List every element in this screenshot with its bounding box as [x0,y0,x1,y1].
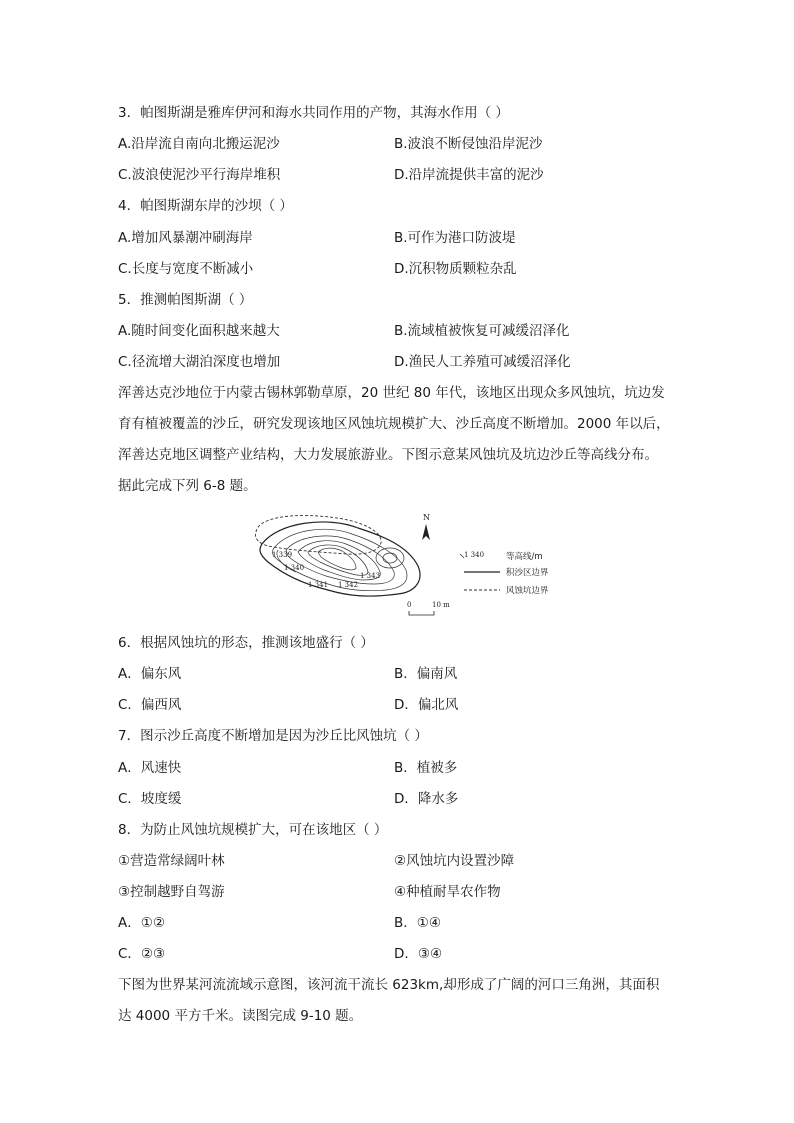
scale-zero: 0 [407,601,412,609]
q3-stem: 3．帕图斯湖是雅库伊河和海水共同作用的产物，其海水作用（ ） [118,105,509,121]
q5-option-c: C.径流增大湖泊深度也增加 [118,354,281,370]
q8-option-c: C．②③ [118,946,166,962]
q7-option-d: D．降水多 [394,791,459,807]
q8-option-d: D．③④ [394,946,443,962]
contour-label: 1 340 [284,564,305,572]
passage-line: 下图为世界某河流流域示意图，该河流干流长 623km,却形成了广阔的河口三角洲，其面积 [118,977,660,993]
q3-option-b: B.波浪不断侵蚀沿岸泥沙 [394,136,543,152]
legend-contour: 等高线/m [506,552,543,562]
q5-stem: 5．推测帕图斯湖（ ） [118,292,253,308]
legend-contour-value: 1 340 [464,551,485,559]
passage-9-10 [118,970,684,1032]
legend-pit: 风蚀坑边界 [506,586,549,596]
passage-line: 浑善达克地区调整产业结构，大力发展旅游业。下图示意某风蚀坑及坑边沙丘等高线分布。 [118,447,658,463]
q8-option-a: A．①② [118,915,165,931]
contour-label: 1 339 [272,551,293,559]
q6-option-c: C．偏西风 [118,697,182,713]
passage-line: 浑善达克沙地位于内蒙古锡林郭勒草原，20 世纪 80 年代，该地区出现众多风蚀坑，坑边发 [118,385,665,401]
contour-label: 1 343 [360,572,381,580]
contour-label: 1 342 [338,581,359,589]
q8-choice-4: ④种植耐旱农作物 [394,884,501,900]
q4-option-a: A.增加风暴潮冲刷海岸 [118,230,253,246]
q8-choice-3: ③控制越野自驾游 [118,884,225,900]
q7-stem: 7．图示沙丘高度不断增加是因为沙丘比风蚀坑（ ） [118,728,428,744]
q4-option-b: B.可作为港口防波堤 [394,230,516,246]
passage-line: 育有植被覆盖的沙丘，研究发现该地区风蚀坑规模扩大、沙丘高度不断增加。2000 年以后， [118,416,670,432]
q3-option-c: C.波浪使泥沙平行海岸堆积 [118,167,281,183]
q7-option-a: A．风速快 [118,760,182,776]
q4-stem: 4．帕图斯湖东岸的沙坝（ ） [118,198,293,214]
contour-label: 1 341 [308,581,329,589]
passage-line: 达 4000 平方千米。读图完成 9-10 题。 [118,1008,363,1024]
contour-map [238,510,558,620]
q3-option-a: A.沿岸流自南向北搬运泥沙 [118,136,280,152]
passage-line: 据此完成下列 6-8 题。 [118,478,257,494]
q5-option-a: A.随时间变化面积越来越大 [118,323,280,339]
q8-choice-2: ②风蚀坑内设置沙障 [394,853,515,869]
q6-option-a: A．偏东风 [118,666,182,682]
wind-erosion-pit-figure [238,510,558,620]
q6-option-b: B．偏南风 [394,666,458,682]
legend-sand: 积沙区边界 [506,568,549,578]
q8-option-b: B．①④ [394,915,441,931]
q4-option-d: D.沉积物质颗粒杂乱 [394,261,517,277]
q4-option-c: C.长度与宽度不断减小 [118,261,254,277]
q5-option-d: D.渔民人工养殖可减缓沼泽化 [394,354,571,370]
north-arrow-icon [422,524,430,540]
q8-choice-1: ①营造常绿阔叶林 [118,853,225,869]
q8-stem: 8．为防止风蚀坑规模扩大，可在该地区（ ） [118,822,388,838]
q6-stem: 6．根据风蚀坑的形态，推测该地盛行（ ） [118,635,374,651]
scale-bar [409,611,434,615]
q7-option-c: C．坡度缓 [118,791,182,807]
q6-option-d: D．偏北风 [394,697,459,713]
q5-option-b: B.流域植被恢复可减缓沼泽化 [394,323,570,339]
q7-option-b: B．植被多 [394,760,458,776]
scale-end: 10 m [432,601,450,609]
passage-6-8 [118,378,684,502]
q3-option-d: D.沿岸流提供丰富的泥沙 [394,167,544,183]
north-label: N [423,513,430,522]
